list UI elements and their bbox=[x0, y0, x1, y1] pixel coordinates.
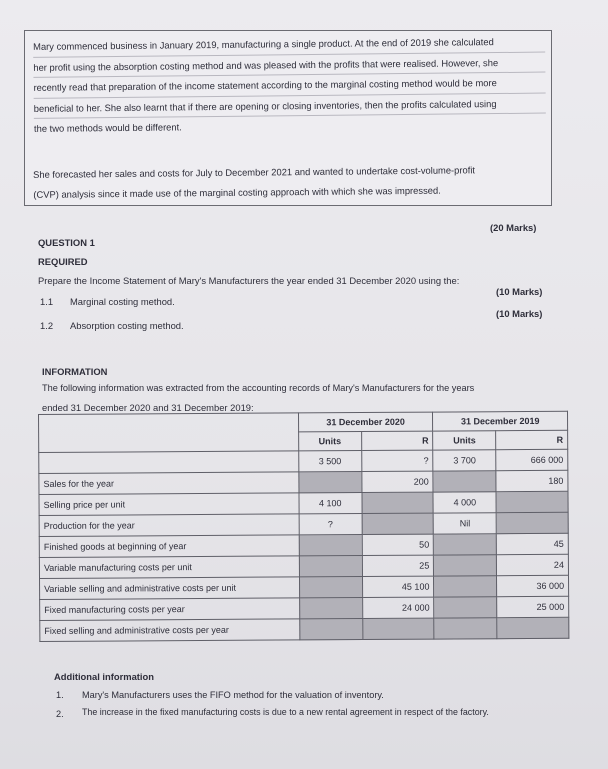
scenario-paragraph-2 bbox=[25, 159, 551, 204]
item-marks: (10 Marks) bbox=[496, 308, 543, 319]
table-corner-cell bbox=[39, 413, 299, 453]
rand-2019-cell bbox=[496, 491, 568, 512]
units-2019-cell bbox=[434, 555, 497, 576]
units-2020-cell bbox=[299, 577, 362, 598]
units-2020-cell bbox=[299, 535, 362, 556]
units-2019-cell: Nil bbox=[433, 513, 496, 534]
item-text: Marginal costing method. bbox=[70, 296, 175, 307]
information-heading: INFORMATION bbox=[42, 366, 108, 377]
row-label: Sales for the year bbox=[39, 472, 299, 495]
units-2020-cell bbox=[299, 556, 362, 577]
item-marks: (10 Marks) bbox=[496, 286, 543, 297]
rand-header: R bbox=[496, 430, 568, 449]
rand-2019-cell: 666 000 bbox=[496, 449, 568, 470]
scenario-line: She forecasted her sales and costs for July to December 2021 and wanted to undertake cost-volume-profit bbox=[33, 164, 476, 180]
scenario-paragraph-1 bbox=[25, 31, 552, 138]
scenario-line: recently read that preparation of the income statement according to the marginal costing method would be more bbox=[33, 73, 545, 99]
note-text: The increase in the fixed manufacturing costs is due to a new rental agreement in respect of the factory. bbox=[82, 707, 489, 717]
units-header: Units bbox=[298, 432, 361, 451]
table-row bbox=[40, 617, 569, 641]
units-2020-cell: ? bbox=[299, 514, 362, 535]
rand-2020-cell: 25 bbox=[362, 555, 434, 576]
units-2020-cell: 3 500 bbox=[299, 451, 362, 472]
units-header: Units bbox=[433, 431, 496, 450]
scenario-line: the two methods would be different. bbox=[33, 121, 182, 135]
units-2019-cell bbox=[433, 471, 496, 492]
rand-2019-cell: 25 000 bbox=[497, 596, 569, 617]
rand-2019-cell bbox=[497, 617, 569, 638]
note-number: 2. bbox=[56, 709, 64, 719]
row-label: Selling price per unit bbox=[39, 493, 299, 516]
units-2019-cell bbox=[434, 597, 497, 618]
rand-2020-cell: 45 100 bbox=[362, 576, 434, 597]
row-label bbox=[39, 451, 299, 474]
note-number: 1. bbox=[56, 690, 64, 700]
rand-2020-cell: 50 bbox=[362, 534, 434, 555]
scenario-line: (CVP) analysis since it made use of the marginal costing approach with which she was impressed. bbox=[33, 184, 441, 200]
units-2019-cell bbox=[434, 618, 497, 639]
rand-2020-cell bbox=[362, 618, 434, 639]
units-2019-cell bbox=[434, 534, 497, 555]
units-2020-cell bbox=[299, 472, 362, 493]
year-2019-header: 31 December 2019 bbox=[433, 411, 568, 431]
information-line: ended 31 December 2020 and 31 December 2019: bbox=[42, 402, 254, 413]
row-label: Fixed manufacturing costs per year bbox=[40, 598, 300, 621]
rand-2019-cell: 45 bbox=[496, 533, 568, 554]
row-label: Production for the year bbox=[39, 514, 299, 537]
scenario-line: beneficial to her. She also learnt that if there are opening or closing inventories, then the profits calculated using bbox=[34, 93, 546, 119]
information-line: The following information was extracted from the accounting records of Mary's Manufacturers for the years bbox=[42, 383, 475, 393]
question-prompt: Prepare the Income Statement of Mary's Manufacturers the year ended 31 December 2020 using the: bbox=[38, 275, 460, 286]
item-text: Absorption costing method. bbox=[70, 320, 184, 331]
rand-2020-cell bbox=[362, 492, 434, 513]
scenario-line: her profit using the absorption costing method and was pleased with the profits that were realised. However, she bbox=[33, 52, 545, 78]
additional-info-heading: Additional information bbox=[54, 671, 154, 682]
scenario-box bbox=[24, 30, 552, 206]
units-2020-cell bbox=[299, 598, 362, 619]
total-marks: (20 Marks) bbox=[490, 222, 537, 233]
rand-2019-cell: 180 bbox=[496, 470, 568, 491]
units-2020-cell: 4 100 bbox=[299, 493, 362, 514]
rand-2019-cell: 36 000 bbox=[497, 575, 569, 596]
required-heading: REQUIRED bbox=[38, 256, 88, 267]
units-2019-cell: 3 700 bbox=[433, 450, 496, 471]
rand-2019-cell bbox=[496, 512, 568, 533]
rand-2020-cell: 200 bbox=[361, 471, 433, 492]
row-label: Variable selling and administrative costs per unit bbox=[40, 577, 300, 600]
item-number: 1.2 bbox=[40, 320, 54, 331]
rand-2020-cell: 24 000 bbox=[362, 597, 434, 618]
information-table bbox=[38, 411, 569, 642]
rand-2020-cell bbox=[362, 513, 434, 534]
note-text: Mary's Manufacturers uses the FIFO method for the valuation of inventory. bbox=[82, 690, 384, 700]
row-label: Finished goods at beginning of year bbox=[39, 535, 299, 558]
row-label: Variable manufacturing costs per unit bbox=[39, 556, 299, 579]
row-label: Fixed selling and administrative costs per year bbox=[40, 619, 300, 642]
units-2019-cell bbox=[434, 576, 497, 597]
units-2019-cell: 4 000 bbox=[433, 492, 496, 513]
rand-2020-cell: ? bbox=[361, 450, 433, 471]
year-2020-header: 31 December 2020 bbox=[298, 412, 433, 432]
item-number: 1.1 bbox=[40, 296, 54, 307]
scenario-line: Mary commenced business in January 2019, manufacturing a single product. At the end of 2019 she calculated bbox=[33, 32, 545, 58]
rand-2019-cell: 24 bbox=[497, 554, 569, 575]
question-title: QUESTION 1 bbox=[38, 237, 95, 248]
units-2020-cell bbox=[300, 619, 363, 640]
rand-header: R bbox=[361, 431, 433, 450]
